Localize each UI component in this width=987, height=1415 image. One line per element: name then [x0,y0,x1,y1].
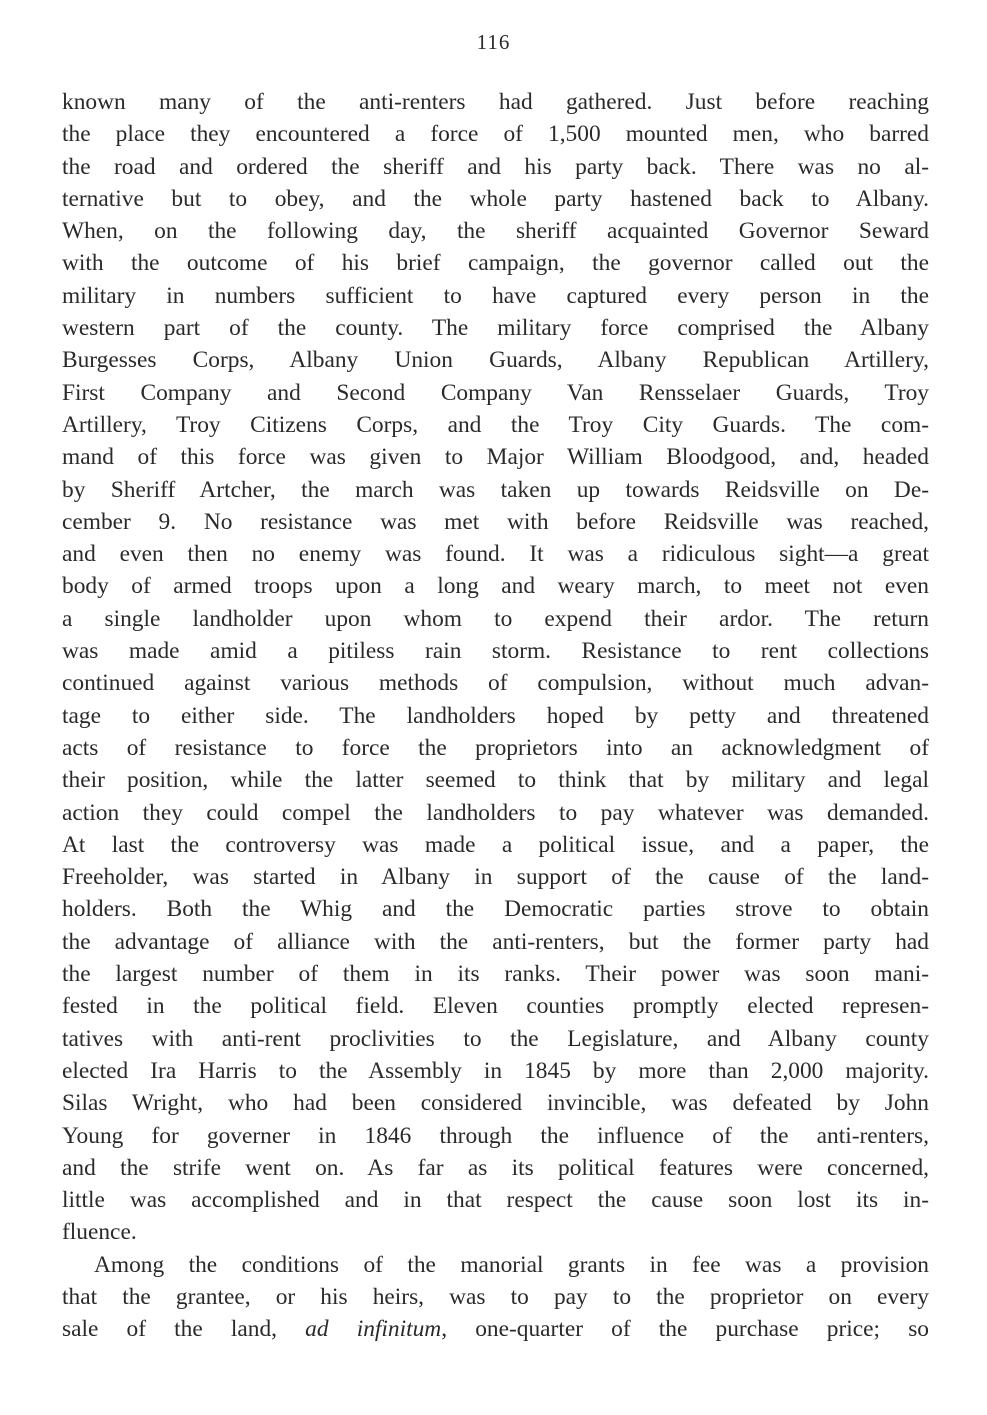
text-line: fluence. [62,1219,137,1246]
latin-phrase: ad infinitum [305,1316,442,1343]
text-line: First Company and Second Company Van Rensselaer Guards, Troy [62,379,929,406]
text-line: Among the conditions of the manorial grants in fee was a provision [94,1251,929,1278]
text-line: their position, while the latter seemed to think that by military and legal [62,767,929,794]
text-line: that the grantee, or his heirs, was to pay to the proprietor on every [62,1283,929,1310]
text-line: When, on the following day, the sheriff acquainted Governor Seward [62,218,929,245]
text-line: tage to either side. The landholders hoped by petty and threatened [62,702,929,729]
text-line: the advantage of alliance with the anti-renters, but the former party had [62,928,929,955]
text-line: cember 9. No resistance was met with before Reidsville was reached, [62,508,929,535]
text-line: the place they encountered a force of 1,500 mounted men, who barred [62,121,929,148]
text-line: Freeholder, was started in Albany in support of the cause of the land- [62,864,929,891]
text-line: action they could compel the landholders to pay whatever was demanded. [62,799,929,826]
text-line: a single landholder upon whom to expend their ardor. The return [62,605,929,632]
text-line: with the outcome of his brief campaign, the governor called out the [62,250,929,277]
text-line: was made amid a pitiless rain storm. Resistance to rent collections [62,638,929,665]
text-line: the road and ordered the sheriff and his party back. There was no al- [62,153,929,180]
text-line: elected Ira Harris to the Assembly in 1845 by more than 2,000 majority. [62,1057,929,1084]
text-line: ternative but to obey, and the whole party hastened back to Albany. [62,185,929,212]
paragraph-1 [62,86,929,1249]
text-line: continued against various methods of compulsion, without much advan- [62,670,929,697]
text-segment: sale of the land, [62,1316,306,1343]
text-line: the largest number of them in its ranks. Their power was soon mani- [62,961,929,988]
text-line: acts of resistance to force the proprietors into an acknowledgment of [62,734,929,761]
text-line: mand of this force was given to Major William Bloodgood, and, headed [62,444,929,471]
page-number: 116 [476,30,511,54]
text-line: Artillery, Troy Citizens Corps, and the Troy City Guards. The com- [62,411,929,438]
text-line: and the strife went on. As far as its political features were concerned, [62,1154,929,1181]
paragraph-2 [62,1249,929,1346]
text-line: and even then no enemy was found. It was a ridiculous sight—a great [62,541,929,568]
text-line: known many of the anti-renters had gathered. Just before reaching [62,89,929,115]
text-line: fested in the political field. Eleven counties promptly elected represen- [62,993,929,1020]
text-line: military in numbers sufficient to have captured every person in the [62,282,929,309]
text-line: body of armed troops upon a long and weary march, to meet not even [62,573,929,600]
text-line [62,1313,929,1345]
text-line: holders. Both the Whig and the Democratic parties strove to obtain [62,896,929,923]
text-line: Silas Wright, who had been considered invincible, was defeated by John [62,1090,929,1117]
text-line: Burgesses Corps, Albany Union Guards, Albany Republican Artillery, [62,347,929,374]
text-line: At last the controversy was made a political issue, and a paper, the [62,831,929,858]
text-line: Young for governer in 1846 through the influence of the anti-renters, [62,1122,929,1149]
text-line: western part of the county. The military force comprised the Albany [62,315,929,342]
text-line: little was accomplished and in that respect the cause soon lost its in- [62,1187,929,1214]
text-line: tatives with anti-rent proclivities to the Legislature, and Albany county [62,1025,929,1052]
text-line: by Sheriff Artcher, the march was taken up towards Reidsville on De- [62,476,929,503]
text-segment: , one-quarter of the purchase price; so [441,1316,929,1343]
body-text [62,86,929,1346]
